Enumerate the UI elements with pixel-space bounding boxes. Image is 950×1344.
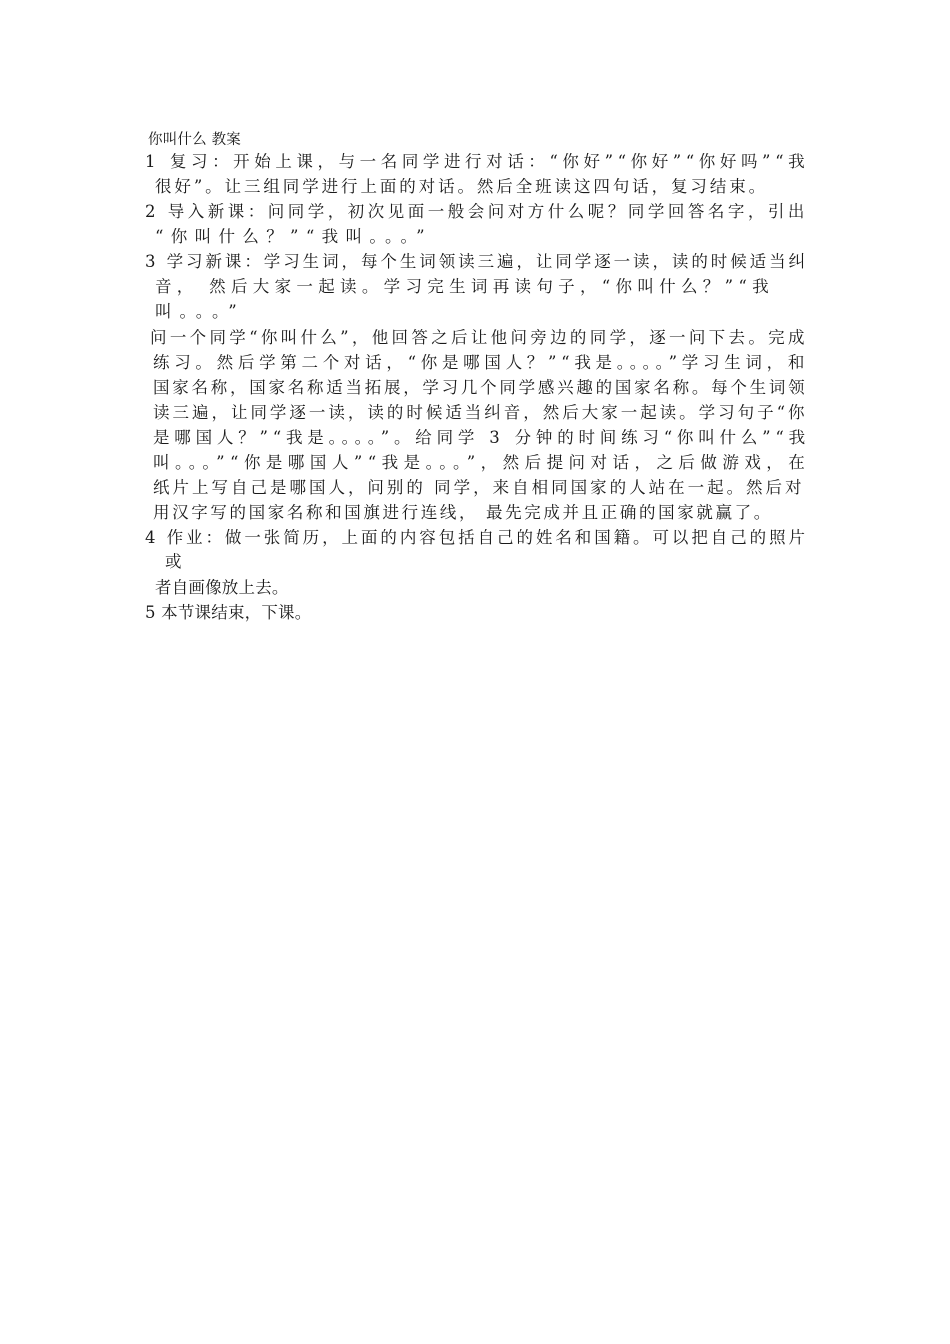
text-line: 叫。。。”“你是哪国人”“我是。。。”，然后提问对话，之后做游戏，在 (153, 453, 811, 472)
text-line: 者自画像放上去。 (155, 578, 289, 597)
text-line: 1 复习：开始上课，与一名同学进行对话：“你好”“你好”“你好吗”“我 (145, 152, 810, 171)
text-line: 4 作业：做一张简历，上面的内容包括自己的姓名和国籍。可以把自己的照片 (145, 528, 808, 547)
text-line: 2 导入新课：问同学，初次见面一般会问对方什么呢？同学回答名字，引出 (145, 202, 808, 221)
text-line: 或 (165, 552, 182, 571)
text-line: 很好”。让三组同学进行上面的对话。然后全班读这四句话，复习结束。 (155, 177, 769, 196)
text-line: 3 学习新课：学习生词，每个生词领读三遍，让同学逐一读，读的时候适当纠 (145, 252, 808, 271)
text-line: 用汉字写的国家名称和国旗进行连线， 最先完成并且正确的国家就赢了。 (153, 503, 773, 522)
text-line: 音， 然后大家一起读。学习完生词再读句子，“你叫什么？”“我 (155, 277, 774, 296)
text-line: 问一个同学“你叫什么”，他回答之后让他问旁边的同学，逐一问下去。完成 (150, 328, 808, 347)
text-line: 国家名称，国家名称适当拓展，学习几个同学感兴趣的国家名称。每个生词领 (153, 378, 808, 397)
text-line: 练习。然后学第二个对话，“你是哪国人？”“我是。。。。”学习生词，和 (153, 353, 810, 372)
text-line: 叫。。。” (155, 302, 245, 321)
text-line: 是哪国人？”“我是。。。。”。给同学 3 分钟的时间练习“你叫什么”“我 (153, 428, 810, 447)
text-line: 纸片上写自己是哪国人，问别的 同学，来自相同国家的人站在一起。然后对 (153, 478, 805, 497)
text-line: 读三遍，让同学逐一读，读的时候适当纠音，然后大家一起读。学习句子“你 (153, 403, 808, 422)
text-line: 5 本节课结束，下课。 (145, 603, 312, 622)
document-title: 你叫什么 教案 (148, 132, 242, 148)
text-line: “你叫什么？”“我叫。。。” (155, 227, 432, 246)
